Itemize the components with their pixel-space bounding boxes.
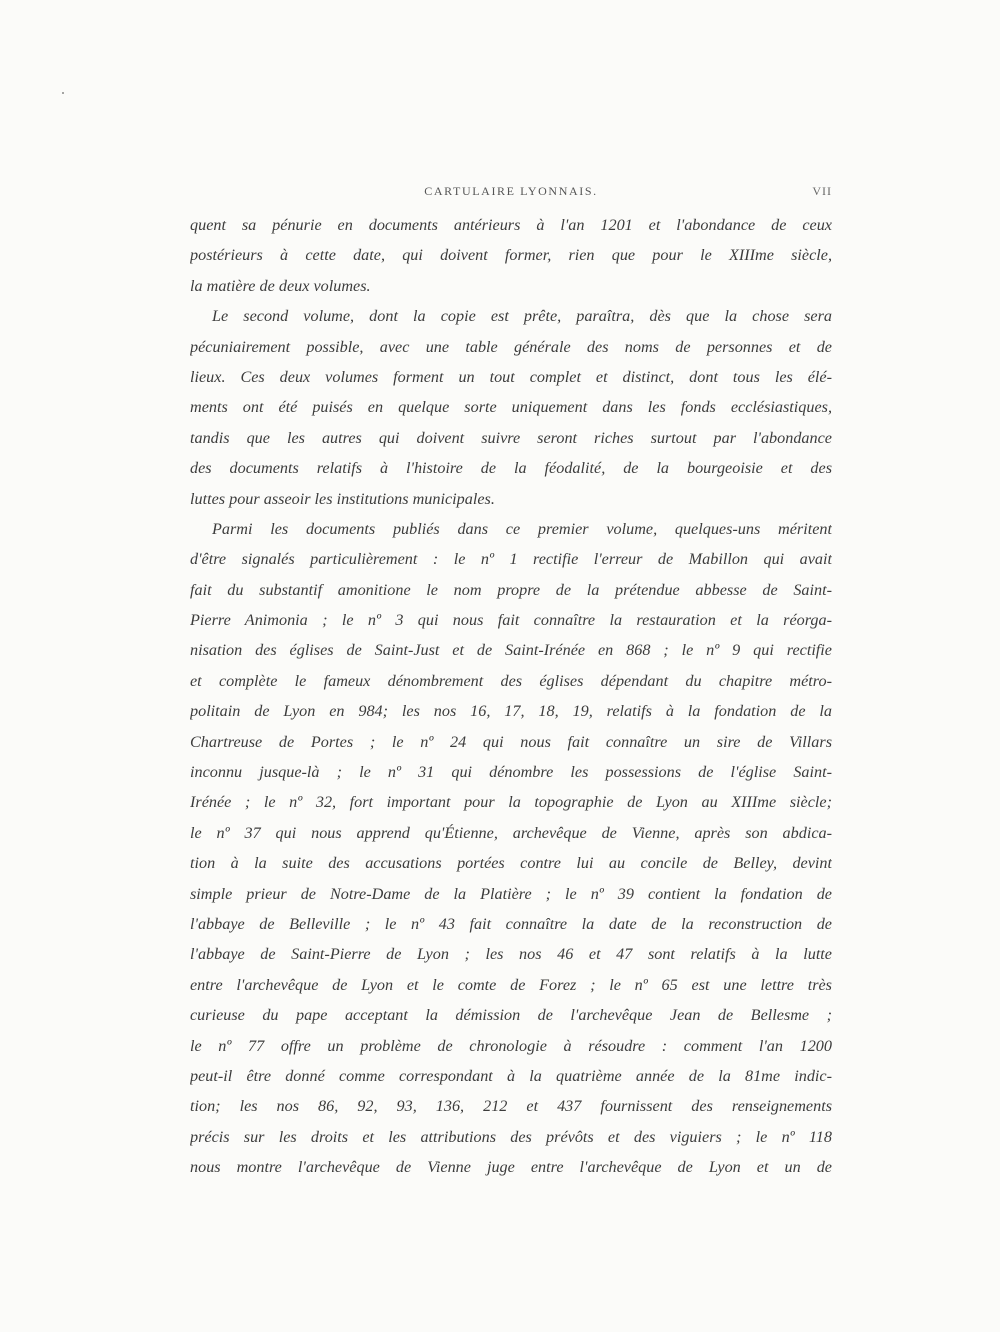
text-line: quent sa pénurie en documents antérieurs à l'an 1201 et l'abondance de ceux xyxy=(190,216,832,234)
text-line: l'abbaye de Belleville ; le nº 43 fait connaître la date de la reconstruction de xyxy=(190,914,832,933)
text-line: l'abbaye de Saint-Pierre de Lyon ; les nos 46 et 47 sont relatifs à la lutte xyxy=(190,945,832,964)
text-line: ments ont été puisés en quelque sorte uniquement dans les fonds ecclésiastiques, xyxy=(190,398,832,417)
text-line: nisation des églises de Saint-Just et de Saint-Irénée en 868 ; le nº 9 qui rectifie xyxy=(190,641,832,660)
text-line: peut-il être donné comme correspondant à la quatrième année de la 81me indic- xyxy=(190,1066,832,1085)
text-line: luttes pour asseoir les institutions municipales. xyxy=(190,489,495,508)
text-line: postérieurs à cette date, qui doivent former, rien que pour le XIIIme siècle, xyxy=(190,246,832,265)
text-line: Irénée ; le nº 32, fort important pour la topographie de Lyon au XIIIme siècle; xyxy=(190,793,832,812)
text-line: curieuse du pape acceptant la démission de l'archevêque Jean de Bellesme ; xyxy=(190,1006,832,1025)
text-line: Chartreuse de Portes ; le nº 24 qui nous fait connaître un sire de Villars xyxy=(190,732,832,751)
text-line: simple prieur de Notre-Dame de la Platière ; le nº 39 contient la fondation de xyxy=(190,884,832,903)
text-line: fait du substantif amonitione le nom propre de la prétendue abbesse de Saint- xyxy=(190,580,832,599)
text-line: tion à la suite des accusations portées contre lui au concile de Belley, devint xyxy=(190,854,832,873)
text-line: des documents relatifs à l'histoire de la féodalité, de la bourgeoisie et des xyxy=(190,459,832,478)
body-text xyxy=(190,210,832,1183)
text-line: nous montre l'archevêque de Vienne juge entre l'archevêque de Lyon et un de xyxy=(190,1158,832,1177)
text-line: précis sur les droits et les attributions des prévôts et des viguiers ; le nº 118 xyxy=(190,1127,832,1146)
page-number: VII xyxy=(812,184,832,198)
text-line: lieux. Ces deux volumes forment un tout complet et distinct, dont tous les élé- xyxy=(190,367,832,386)
text-line: Pierre Animonia ; le nº 3 qui nous fait connaître la restauration et la réorga- xyxy=(190,611,832,630)
running-title: CARTULAIRE LYONNAIS. xyxy=(424,184,598,198)
page-header xyxy=(190,184,832,204)
text-line: tion; les nos 86, 92, 93, 136, 212 et 437 fournissent des renseignements xyxy=(190,1097,832,1116)
text-line: entre l'archevêque de Lyon et le comte de Forez ; le nº 65 est une lettre très xyxy=(190,975,832,994)
text-line: le nº 37 qui nous apprend qu'Étienne, archevêque de Vienne, après son abdica- xyxy=(190,823,832,842)
text-line: la matière de deux volumes. xyxy=(190,276,371,295)
paper-speck xyxy=(62,92,64,94)
text-line: le nº 77 offre un problème de chronologie à résoudre : comment l'an 1200 xyxy=(190,1036,832,1055)
text-line: pécuniairement possible, avec une table générale des noms de personnes et de xyxy=(190,337,832,356)
text-line: politain de Lyon en 984; les nos 16, 17, 18, 19, relatifs à la fondation de la xyxy=(190,702,832,721)
text-line: Le second volume, dont la copie est prête, paraîtra, dès que la chose sera xyxy=(212,307,832,326)
text-line: tandis que les autres qui doivent suivre seront riches surtout par l'abondance xyxy=(190,428,832,447)
text-line: et complète le fameux dénombrement des églises dépendant du chapitre métro- xyxy=(190,671,832,690)
text-line: d'être signalés particulièrement : le nº 1 rectifie l'erreur de Mabillon qui avait xyxy=(190,550,832,569)
text-line: Parmi les documents publiés dans ce premier volume, quelques-uns méritent xyxy=(212,519,832,538)
text-line: inconnu jusque-là ; le nº 31 qui dénombre les possessions de l'église Saint- xyxy=(190,763,832,782)
